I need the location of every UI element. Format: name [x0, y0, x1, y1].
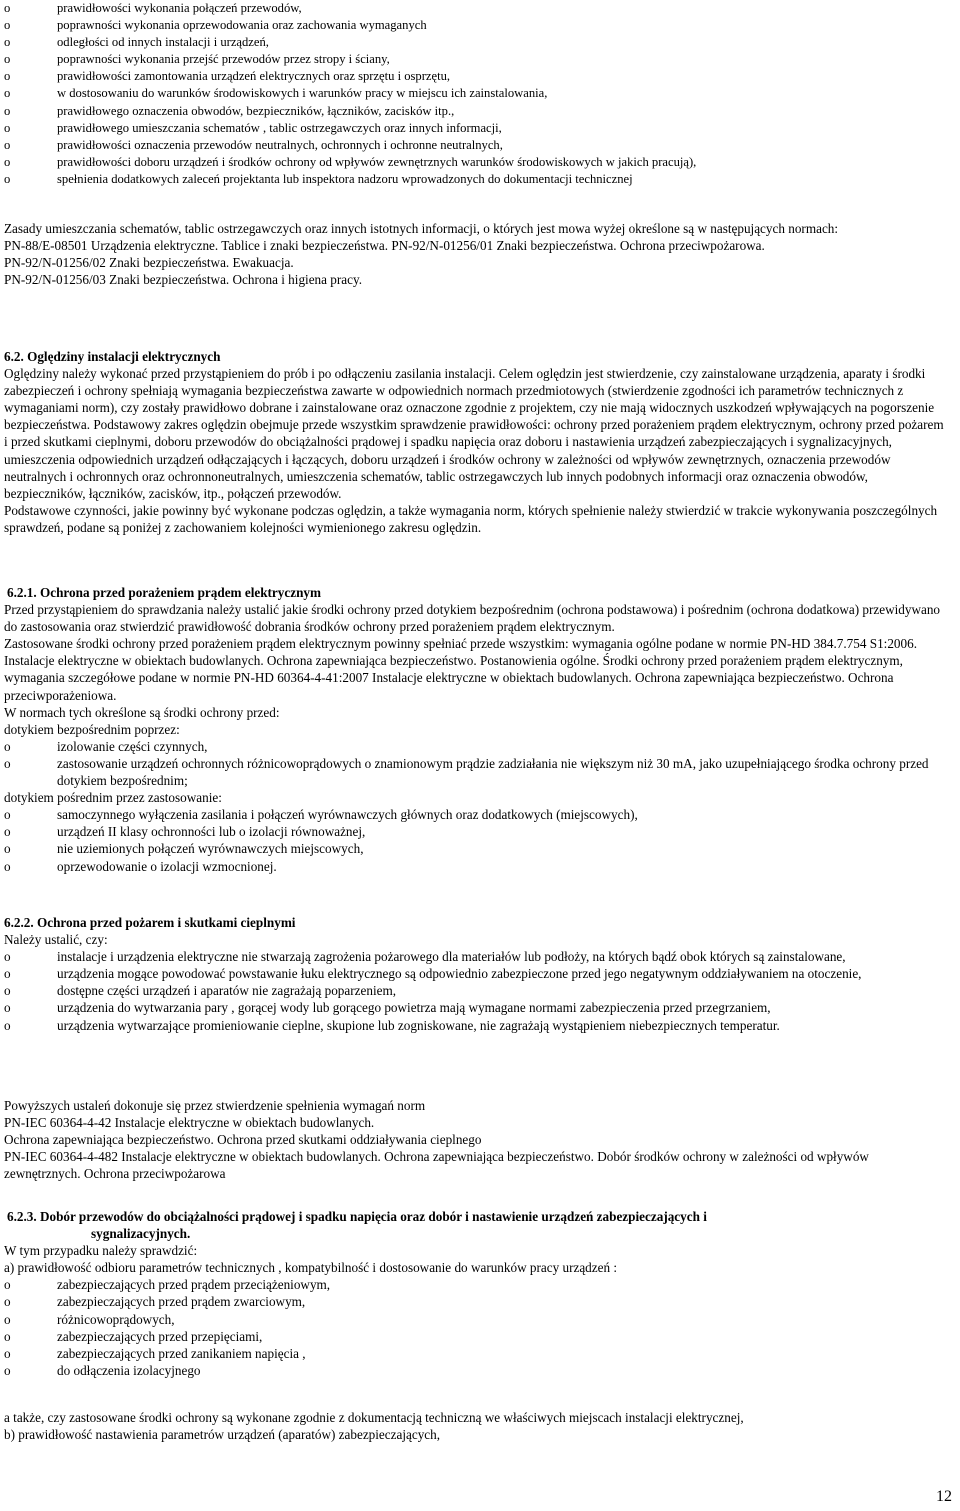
list-item: o urządzenia mogące powodować powstawanie łuku elektrycznego są odpowiednio zabezpieczone przed jego negatywnym oddziaływaniem na otoczenie, — [4, 965, 944, 982]
list-item: o urządzenia do wytwarzania pary , gorącej wody lub gorącego powietrza mają wymagane normami zabezpieczenia przed przegrzaniem, — [4, 999, 944, 1016]
list-item: o prawidłowego umieszczania schematów , tablic ostrzegawczych oraz innych informacji, — [4, 120, 944, 137]
section-6-2-3 — [4, 1208, 944, 1379]
list-item: o zastosowanie urządzeń ochronnych różnicowoprądowych o znamionowym prądzie zadziałania nie większym niż 30 mA, jako uzupełniającego środka ochrony przed dotykiem bezpośrednim; — [4, 755, 944, 789]
list-item: o prawidłowości zamontowania urządzeń elektrycznych oraz sprzętu i osprzętu, — [4, 68, 944, 85]
paragraph: W normach tych określone są środki ochrony przed: — [4, 704, 280, 720]
list-item: o do odłączenia izolacyjnego — [4, 1362, 944, 1379]
page-number: 12 — [936, 1488, 952, 1505]
paragraph: b) prawidłowość nastawienia parametrów urządzeń (aparatów) zabezpieczających, — [4, 1427, 441, 1443]
paragraph: a) prawidłowość odbioru parametrów technicznych , kompatybilność i dostosowanie do warunków pracy urządzeń : — [4, 1260, 618, 1276]
list-item: o w dostosowaniu do warunków środowiskowych i warunków pracy w miejscu ich zainstalowania, — [4, 85, 944, 102]
list-item: o nie uziemionych połączeń wyrównawczych miejscowych, — [4, 840, 944, 857]
section-6-2-1 — [4, 584, 944, 875]
list-label: dotykiem bezpośrednim poprzez: — [4, 721, 180, 737]
standard-ref: PN-92/N-01256/03 Znaki bezpieczeństwa. Ochrona i higiena pracy. — [4, 272, 363, 288]
list-item: o poprawności wykonania przejść przewodów przez stropy i ściany, — [4, 51, 944, 68]
list-item: o prawidłowości wykonania połączeń przewodów, — [4, 0, 944, 17]
section-heading: 6.2.1. Ochrona przed porażeniem prądem elektrycznym — [7, 585, 322, 600]
inspection-checklist — [4, 0, 944, 188]
standard-ref: PN-92/N-01256/02 Znaki bezpieczeństwa. Ewakuacja. — [4, 255, 294, 271]
paragraph: PN-IEC 60364-4-482 Instalacje elektryczne w obiektach budowlanych. Ochrona zapewniająca bezpieczeństwo. Dobór środków ochrony w zależności od wpływów zewnętrznych. Ochrona przeciwpożarowa — [4, 1149, 869, 1182]
paragraph: PN-IEC 60364-4-42 Instalacje elektryczne w obiektach budowlanych. — [4, 1115, 375, 1131]
list-item: o różnicowoprądowych, — [4, 1311, 944, 1328]
list-item: o odległości od innych instalacji i urządzeń, — [4, 34, 944, 51]
paragraph: Podstawowe czynności, jakie powinny być wykonane podczas oględzin, a także wymagania norm, których spełnienie należy stwierdzić w trakcie wykonywania poszczególnych sprawdzeń, podane są poniżej z zachowaniem kolejności wymienionego zakresu oględzin. — [4, 502, 938, 535]
list-item: o urządzenia wytwarzające promieniowanie cieplne, skupione lub zogniskowane, nie zagrażają wystąpieniem niebezpiecznych temperatur. — [4, 1017, 944, 1034]
section-6-2-2 — [4, 914, 944, 1034]
list-item: o samoczynnego wyłączenia zasilania i połączeń wyrównawczych głównych oraz dodatkowych (miejscowych), — [4, 806, 944, 823]
section-heading-cont: sygnalizacyjnych. — [91, 1226, 191, 1242]
list-item: o poprawności wykonania oprzewodowania oraz zachowania wymaganych — [4, 17, 944, 34]
paragraph: Należy ustalić, czy: — [4, 932, 108, 948]
section-heading: 6.2.2. Ochrona przed pożarem i skutkami cieplnymi — [4, 915, 296, 930]
paragraph: a także, czy zastosowane środki ochrony są wykonane zgodnie z dokumentacją techniczną we właściwych miejscach instalacji elektrycznej, — [4, 1410, 744, 1425]
section-6-2-2-conclusion — [4, 1097, 944, 1182]
list-item: o prawidłowości doboru urządzeń i środków ochrony od wpływów zewnętrznych warunków środowiskowych w jakich pracują), — [4, 154, 944, 171]
paragraph: Ochrona zapewniająca bezpieczeństwo. Ochrona przed skutkami oddziaływania cieplnego — [4, 1132, 482, 1148]
paragraph: Przed przystąpieniem do sprawdzania należy ustalić jakie środki ochrony przed dotykiem bezpośrednim (ochrona podstawowa) i pośrednim (ochrona dodatkowa) przewidywano do zastosowania oraz stwierdzić prawidłowość dobrania środków ochrony przed porażeniem prądem elektrycznym. — [4, 602, 941, 635]
section-heading: 6.2. Oględziny instalacji elektrycznych — [4, 349, 221, 364]
section-heading: 6.2.3. Dobór przewodów do obciążalności prądowej i spadku napięcia oraz dobór i nastawienie urządzeń zabezpieczających i — [7, 1209, 707, 1224]
paragraph: Oględziny należy wykonać przed przystąpieniem do prób i po odłączeniu zasilania instalacji. Celem oględzin jest stwierdzenie, czy zainstalowane urządzenia, aparaty i środki zabezpieczeń i ochrony spełniają wymagania bezpieczeństwa zawarte w odpowiednich normach przedmiotowych (stwierdzenie zgodności ich parametrów technicznych z wymaganiami norm), czy zostały prawidłowo dobrane i zainstalowane oraz oznaczone zgodnie z projektem, czy nie mają widocznych uszkodzeń wpływających na pogorszenie bezpieczeństwa. Podstawowy zakres oględzin obejmuje przede wszystkim sprawdzenie prawidłowości: ochrony przed porażeniem prądem elektrycznym, ochrony przed pożarem i przed skutkami cieplnymi, doboru przewodów do obciążalności prądowej i spadku napięcia oraz doboru i nastawienia urządzeń zabezpieczających i sygnalizacyjnych, umieszczenia odpowiednich urządzeń odłączających i łączących, doboru urządzeń i środków ochrony w zależności od wpływów zewnętrznych, oznaczenia przewodów neutralnych i ochronnych oraz ochronnoneutralnych, umieszczenia schematów, tablic ostrzegawczych lub innych podobnych informacji oraz oznaczenia obwodów, bezpieczników, łączników, zacisków, itp., połączeń przewodów. — [4, 366, 944, 501]
list-item: o izolowanie części czynnych, — [4, 738, 944, 755]
paragraph: Powyższych ustaleń dokonuje się przez stwierdzenie spełnienia wymagań norm — [4, 1098, 426, 1113]
list-item: o prawidłowego oznaczenia obwodów, bezpieczników, łączników, zacisków itp., — [4, 103, 944, 120]
list-item: o zabezpieczających przed zanikaniem napięcia , — [4, 1345, 944, 1362]
list-item: o oprzewodowanie o izolacji wzmocnionej. — [4, 858, 944, 875]
list-item: o dostępne części urządzeń i aparatów nie zagrażają poparzeniem, — [4, 982, 944, 999]
list-label: dotykiem pośrednim przez zastosowanie: — [4, 790, 222, 806]
list-item: o zabezpieczających przed prądem zwarciowym, — [4, 1293, 944, 1310]
list-item: o urządzeń II klasy ochronności lub o izolacji równoważnej, — [4, 823, 944, 840]
list-item: o prawidłowości oznaczenia przewodów neutralnych, ochronnych i ochronne neutralnych, — [4, 137, 944, 154]
section-6-2-3-end — [4, 1409, 944, 1443]
section-6-2 — [4, 348, 944, 536]
standard-ref: PN-88/E-08501 Urządzenia elektryczne. Tablice i znaki bezpieczeństwa. PN-92/N-01256/01 Znaki bezpieczeństwa. Ochrona przeciwpożarowa. — [4, 238, 765, 254]
paragraph: W tym przypadku należy sprawdzić: — [4, 1243, 198, 1259]
standards-intro: Zasady umieszczania schematów, tablic ostrzegawczych oraz innych istotnych informacji, o których jest mowa wyżej określone są w następujących normach: — [4, 221, 839, 236]
list-item: o zabezpieczających przed przepięciami, — [4, 1328, 944, 1345]
list-item: o instalacje i urządzenia elektryczne nie stwarzają zagrożenia pożarowego dla materiałów lub podłoży, na których bądź obok których są zainstalowane, — [4, 948, 944, 965]
standards-section — [4, 220, 944, 288]
list-item: o zabezpieczających przed prądem przeciążeniowym, — [4, 1276, 944, 1293]
list-item: o spełnienia dodatkowych zaleceń projektanta lub inspektora nadzoru wprowadzonych do dokumentacji technicznej — [4, 171, 944, 188]
paragraph: Zastosowane środki ochrony przed porażeniem prądem elektrycznym powinny spełniać przede wszystkim: wymagania ogólne podane w normie PN-HD 384.7.754 S1:2006. Instalacje elektryczne w obiektach budowlanych. Ochrona zapewniająca bezpieczeństwo. Postanowienia ogólne. Środki ochrony przed porażeniem prądem elektrycznym, wymagania szczegółowe podane w normie PN-HD 60364-4-41:2007 Instalacje elektryczne w obiektach budowlanych. Ochrona zapewniająca bezpieczeństwo. Ochrona przeciwporażeniowa. — [4, 636, 918, 703]
